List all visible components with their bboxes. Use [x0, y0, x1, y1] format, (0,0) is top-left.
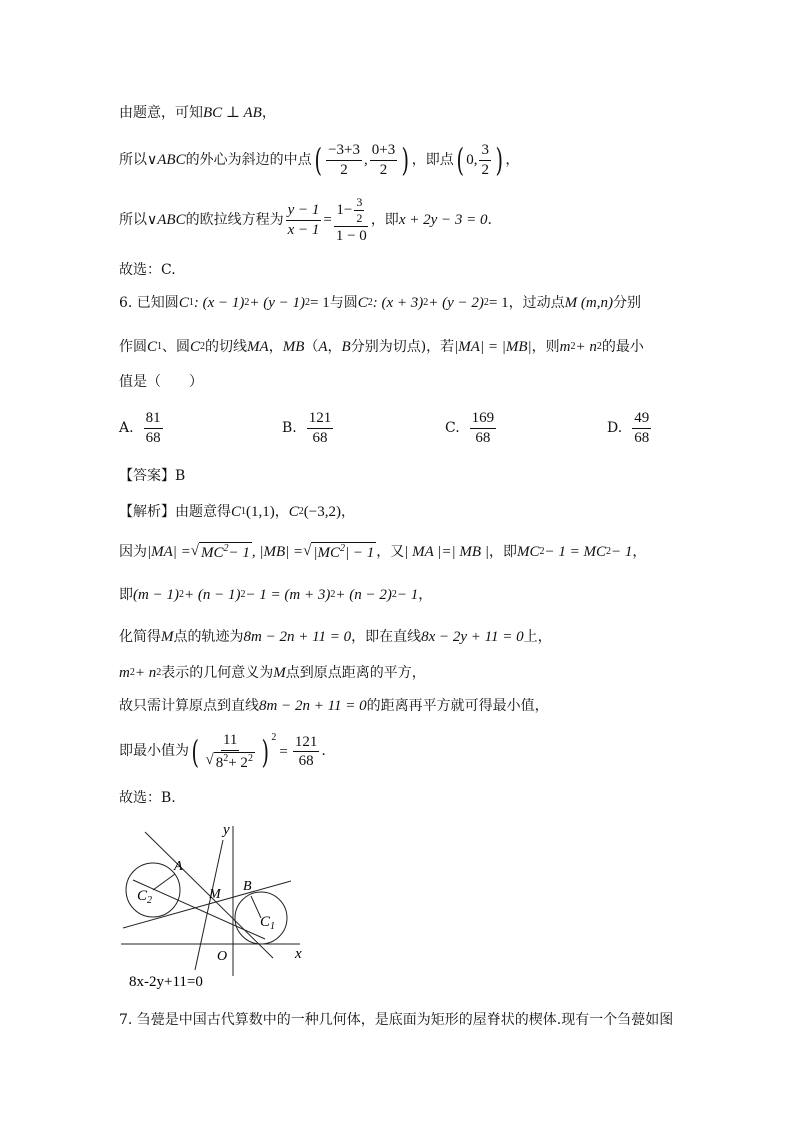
- text: 表示的几何意义为: [161, 664, 274, 681]
- text: 7. 刍甍是中国古代算数中的一种几何体，是底面为矩形的屋脊状的楔体.现有一个刍甍如图: [119, 1012, 674, 1028]
- text: 【答案】B: [119, 468, 186, 484]
- fraction: 1− $\frac{3}{2}$ 1 − 0: [335, 195, 367, 245]
- text: .: [487, 212, 492, 229]
- text: （: [304, 338, 319, 355]
- math: MC: [516, 544, 540, 560]
- analysis-line-7: [119, 732, 326, 771]
- text: 、圆: [162, 338, 191, 355]
- math: : (x − 1): [193, 295, 245, 311]
- sup: 2: [305, 297, 310, 308]
- math: (1,1): [246, 504, 275, 520]
- math-perpendicular: BC ⊥ AB: [203, 105, 262, 121]
- text: ，即在直线: [351, 628, 422, 645]
- sub: 1: [188, 297, 194, 308]
- option-fraction: $\frac{169}{68}$: [471, 410, 495, 446]
- math: B: [341, 339, 351, 355]
- solution-line-1: [119, 104, 276, 122]
- text: 因为: [119, 543, 147, 560]
- text: 的最小: [601, 338, 644, 355]
- right-paren: ): [261, 732, 269, 771]
- text: 即最小值为: [119, 743, 189, 760]
- sup: 2: [129, 667, 135, 678]
- math: + (y − 1): [249, 295, 305, 311]
- text: 所以∨: [119, 151, 158, 168]
- text: 分别为切点)，若: [350, 338, 455, 355]
- math: M (m,n): [564, 295, 613, 311]
- sub: 2: [200, 341, 206, 352]
- sub: 1: [241, 506, 247, 517]
- option-label: D.: [607, 420, 623, 436]
- text: ，: [418, 586, 433, 603]
- text: ，: [505, 151, 520, 168]
- sup: 2: [483, 297, 489, 308]
- text: 点到原点距离的平方，: [285, 664, 426, 681]
- math: |MA| =: [147, 544, 191, 560]
- fraction: $\frac{0+3}{2}$: [371, 142, 396, 178]
- text: ，: [327, 338, 342, 355]
- question-7-line: [119, 1012, 673, 1029]
- sup: 2: [178, 589, 184, 600]
- text: ，: [274, 503, 289, 520]
- point-b-label: B: [243, 879, 252, 894]
- math: C: [178, 295, 189, 311]
- option-d[interactable]: [607, 410, 653, 446]
- sup: 2: [596, 341, 602, 352]
- sup: 2: [330, 589, 336, 600]
- c1-label: $C_1$: [260, 914, 276, 932]
- math: C: [190, 339, 201, 355]
- math: + n: [134, 665, 157, 681]
- text: ，: [268, 338, 283, 355]
- text: ，即: [488, 543, 517, 560]
- math-abc: ABC: [157, 212, 186, 229]
- text: 6. 已知圆: [119, 294, 179, 311]
- sqrt: √ $MC^2- 1$: [190, 543, 250, 561]
- text: 点的轨迹为: [173, 628, 244, 645]
- text: 值是（ ）: [119, 374, 203, 390]
- text: 故选：C.: [119, 262, 176, 278]
- text: 的切线: [205, 338, 248, 355]
- sub: 2: [298, 506, 304, 517]
- analysis-line-2: [119, 542, 646, 562]
- math: 0,: [466, 152, 478, 168]
- fraction: $\frac{y - 1}{x - 1}$: [287, 202, 320, 238]
- fraction: 11 √ $8^2+ 2^2$: [205, 732, 253, 771]
- text: ，即: [370, 212, 399, 229]
- text: 故只需计算原点到直线: [119, 697, 259, 714]
- left-paren: (: [456, 141, 464, 179]
- option-fraction: $\frac{121}{68}$: [308, 410, 332, 446]
- math-abc: ABC: [157, 152, 186, 168]
- analysis-line-4: [119, 628, 552, 646]
- text: 的距离再平方就可得最小值，: [366, 697, 549, 714]
- math: C: [288, 504, 299, 520]
- math: m: [559, 339, 571, 355]
- line-equation-label: 8x-2y+11=0: [129, 974, 203, 990]
- right-paren: ): [401, 141, 410, 179]
- analysis-line-3: [119, 586, 432, 604]
- math: C: [231, 504, 242, 520]
- math: C: [357, 295, 368, 311]
- sub: 1: [157, 341, 163, 352]
- y-label: y: [223, 822, 230, 838]
- math: 8x − 2y + 11 = 0: [421, 629, 524, 645]
- sup: 2: [423, 297, 429, 308]
- math: |MA| = |MB|: [454, 339, 532, 355]
- question-6-line-2: [119, 338, 644, 356]
- question-6-line-3: [119, 374, 203, 391]
- text: 【解析】由题意得: [119, 503, 231, 520]
- sup: 2: [244, 297, 250, 308]
- point-a-label: A: [174, 859, 183, 874]
- sup: 2: [271, 732, 277, 743]
- choice-line-c: [119, 262, 176, 279]
- math: m: [119, 665, 130, 681]
- sup: 2: [570, 341, 576, 352]
- fraction: $\frac{121}{68}$: [294, 733, 318, 769]
- text: 与圆: [329, 294, 358, 311]
- text: 的欧拉线方程为: [185, 212, 284, 229]
- analysis-line-5: [119, 664, 426, 682]
- text: 所以∨: [119, 212, 158, 229]
- text: 故选：B.: [119, 790, 176, 806]
- math: − 1: [396, 587, 419, 603]
- math: − 1: [610, 544, 633, 560]
- math: M: [273, 665, 286, 681]
- math: + (y − 2): [428, 295, 484, 311]
- text: 的外心为斜边的中点: [185, 151, 312, 168]
- sqrt: √ $|MC^2| - 1$: [303, 543, 375, 561]
- sup: 2: [605, 546, 611, 557]
- math-equation: x + 2y − 3 = 0: [398, 212, 488, 229]
- origin-label: O: [217, 949, 228, 964]
- text: 上，: [523, 628, 552, 645]
- fraction: $\frac{-3+3}{2}$: [328, 142, 360, 178]
- math: A: [318, 339, 328, 355]
- option-fraction: $\frac{81}{68}$: [145, 410, 161, 446]
- text: ，: [261, 104, 276, 121]
- math: MB: [282, 339, 305, 355]
- option-c[interactable]: [445, 410, 498, 446]
- sup: 2: [539, 546, 545, 557]
- answer-line: [119, 468, 185, 485]
- math: = 1: [310, 295, 330, 311]
- choice-line-b: [119, 790, 176, 807]
- math: 8m − 2n + 11 = 0: [243, 629, 352, 645]
- math: MA: [247, 339, 269, 355]
- option-fraction: $\frac{49}{68}$: [634, 410, 650, 446]
- text: 由题意，可知: [119, 104, 203, 121]
- right-paren: ): [495, 141, 503, 179]
- math: C: [147, 339, 158, 355]
- text: 即: [119, 586, 133, 603]
- equals: =: [279, 743, 288, 760]
- math: − 1 = MC: [544, 544, 606, 560]
- math: (m − 1): [133, 587, 179, 603]
- analysis-line-1: [119, 503, 355, 521]
- math: 8m − 2n + 11 = 0: [259, 698, 367, 714]
- solution-line-3: [119, 196, 492, 245]
- text: ，即点: [411, 151, 454, 168]
- math: (−3,2): [303, 504, 341, 520]
- text: ，: [632, 543, 647, 560]
- text: 分别: [612, 294, 641, 311]
- sup: 2: [391, 589, 397, 600]
- text: ，又: [376, 543, 405, 560]
- left-paren: (: [191, 732, 199, 771]
- option-b[interactable]: [282, 410, 335, 446]
- radius-c2-a: [153, 874, 175, 890]
- sup: 2: [156, 667, 162, 678]
- option-label: B.: [282, 420, 297, 436]
- math: M: [161, 629, 174, 645]
- x-label: x: [295, 946, 302, 962]
- text: ，: [340, 503, 355, 520]
- question-6-line-1: [119, 294, 641, 312]
- point-m-label: M: [209, 887, 221, 902]
- text: .: [321, 743, 326, 760]
- equals: =: [323, 212, 332, 229]
- math: + n: [575, 339, 597, 355]
- text: ，则: [531, 338, 560, 355]
- sup: 2: [240, 589, 246, 600]
- math: , |MB| =: [251, 544, 304, 560]
- c2-label: $C_2$: [137, 888, 153, 906]
- fraction: $\frac{3}{2}$: [481, 142, 489, 178]
- text: 作圆: [119, 338, 147, 355]
- math: = 1: [488, 295, 509, 311]
- solution-line-2: 所以∨ ABC 的外心为斜边的中点 ( $\frac{-3+3}{2}$ , $\frac{0+3}{2}$ ) ，即点 ( 0, $\frac{3}{2}$ ) ，: [119, 141, 520, 179]
- math: : (x + 3): [372, 295, 424, 311]
- left-paren: (: [314, 141, 322, 179]
- math: + (n − 2): [335, 587, 392, 603]
- math: + (n − 1): [183, 587, 241, 603]
- math: − 1 = (m + 3): [245, 587, 331, 603]
- option-label: A.: [119, 420, 134, 436]
- geometry-figure: [115, 818, 325, 993]
- analysis-line-6: [119, 697, 549, 715]
- option-a[interactable]: [119, 410, 165, 446]
- text: ，过动点: [508, 294, 565, 311]
- text: 化简得: [119, 628, 161, 645]
- math: | MA |=| MB |: [404, 544, 489, 560]
- option-label: C.: [445, 420, 460, 436]
- sub: 2: [367, 297, 373, 308]
